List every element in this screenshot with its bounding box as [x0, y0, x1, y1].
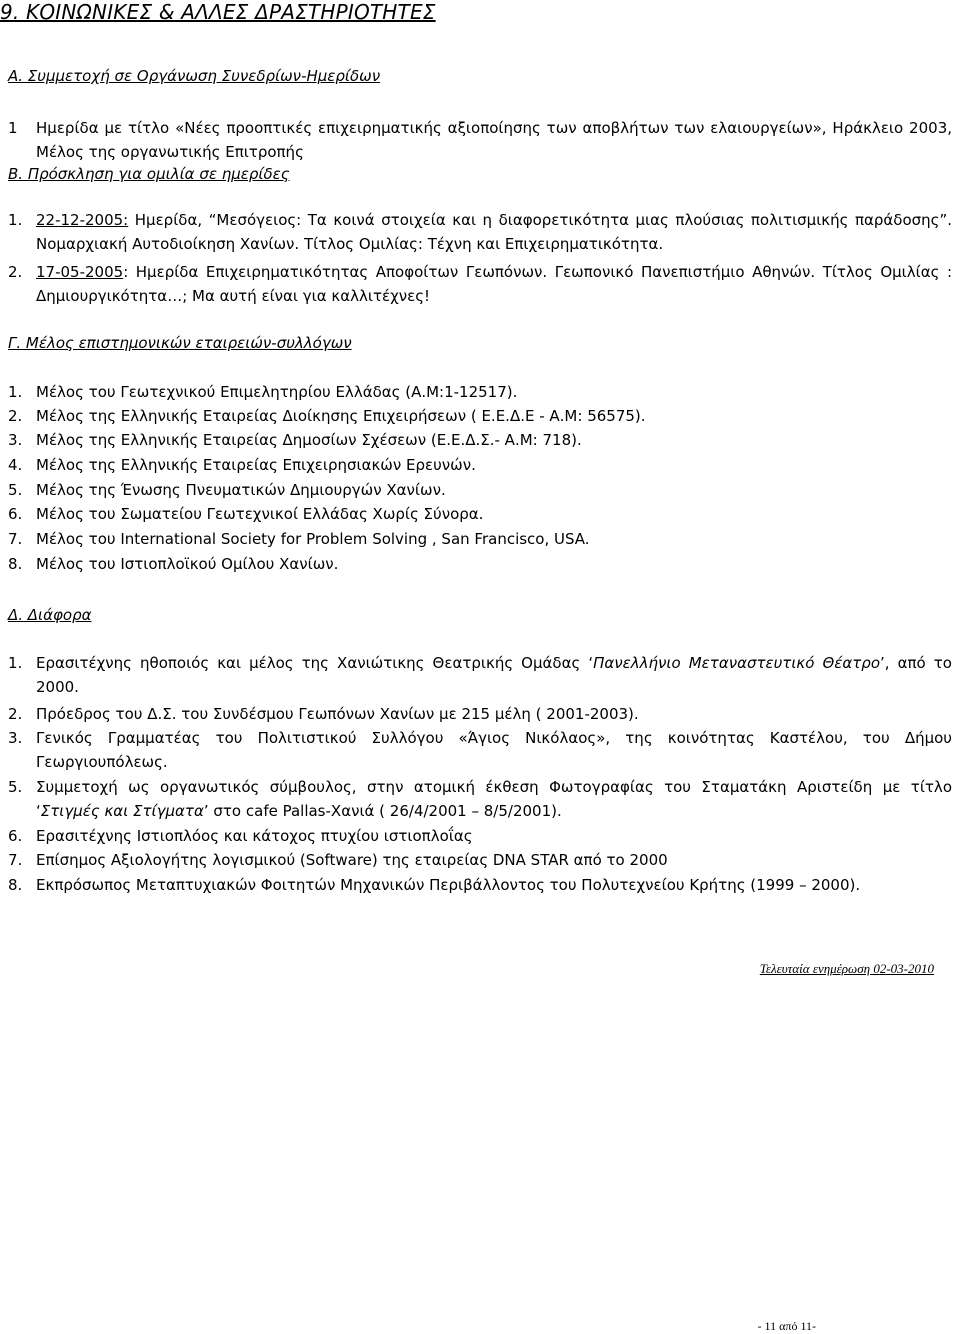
event-description: : Ημερίδα Επιχειρηματικότητας Αποφοίτων Γεωπόνων. Γεωπονικό Πανεπιστήμιο Αθηνών. Τίτλος Ομιλίας : Δημιουργικότητα…; Μα αυτή είναι για καλλιτέχνες! — [36, 263, 952, 305]
item-text — [36, 776, 952, 823]
item-number: 1. — [8, 383, 23, 401]
list-item — [8, 429, 952, 453]
list-item — [8, 528, 952, 552]
item-number: 6. — [8, 505, 23, 523]
item-text: Μέλος του Ιστιοπλοϊκού Ομίλου Χανίων. — [36, 555, 339, 573]
list-item — [8, 503, 952, 527]
list-item — [8, 825, 952, 849]
list-item — [8, 117, 952, 164]
list-item — [8, 652, 952, 699]
item-number: 7. — [8, 530, 23, 548]
item-number: 1. — [8, 211, 23, 229]
last-updated-note: Τελευταία ενημέρωση 02-03-2010 — [759, 961, 934, 976]
page-title: 9. ΚΟΙΝΩΝΙΚΕΣ & ΑΛΛΕΣ ΔΡΑΣΤΗΡΙΟΤΗΤΕΣ — [0, 0, 436, 24]
theatre-group-name: Πανελλήνιο Μεταναστευτικό Θέατρο — [593, 654, 881, 672]
item-text: Πρόεδρος του Δ.Σ. του Συνδέσμου Γεωπόνων Χανίων με 215 μέλη ( 2001-2003). — [36, 705, 639, 723]
section-d-heading: Δ. Διάφορα — [8, 606, 92, 624]
item-number: 1 — [8, 119, 18, 137]
list-item — [8, 209, 952, 256]
item-text — [36, 652, 952, 699]
item-text: Επίσημος Αξιολογήτης λογισμικού (Software) της εταιρείας DNA STAR από το 2000 — [36, 851, 668, 869]
item-number: 3. — [8, 431, 23, 449]
list-item — [8, 381, 952, 405]
exhibition-title: Στιγμές και Στίγματα — [40, 801, 204, 820]
section-c-heading: Γ. Μέλος επιστημονικών εταιρειών-συλλόγων — [8, 334, 352, 352]
event-date: 17-05-2005 — [36, 263, 124, 281]
item-text-part: Ερασιτέχνης ηθοποιός και μέλος της Χανιώτικης Θεατρικής Ομάδας ‘ — [36, 654, 594, 672]
item-text: Μέλος του Σωματείου Γεωτεχνικοί Ελλάδας Χωρίς Σύνορα. — [36, 505, 484, 523]
list-item — [8, 703, 952, 727]
item-text-part: Συμμετοχή ως οργανωτικός σύμβουλος, στην ατομική έκθεση Φωτογραφίας του Σταματάκη Αριστείδη με τίτλο ‘ — [36, 778, 952, 820]
event-date: 22-12-2005: — [36, 211, 129, 229]
list-item — [8, 405, 952, 429]
list-item — [8, 874, 952, 898]
section-a-heading: Α. Συμμετοχή σε Οργάνωση Συνεδρίων-Ημερίδων — [8, 67, 381, 85]
item-number: 5. — [8, 778, 23, 796]
item-number: 7. — [8, 851, 23, 869]
event-description: Ημερίδα, “Μεσόγειος: Τα κοινά στοιχεία και η διαφορετικότητα μιας πλούσιας πολιτισμικής παράδοσης”. Νομαρχιακή Αυτοδιοίκηση Χανίων. Τίτλος Ομιλίας: Τέχνη και Επιχειρηματικότητα. — [36, 211, 952, 253]
list-item — [8, 727, 952, 774]
item-number: 2. — [8, 407, 23, 425]
section-b-heading: Β. Πρόσκληση για ομιλία σε ημερίδες — [8, 165, 290, 183]
item-text — [36, 209, 952, 256]
item-text: Ερασιτέχνης Ιστιοπλόος και κάτοχος πτυχίου ιστιοπλοΐας — [36, 827, 473, 845]
list-item — [8, 849, 952, 873]
item-text: Μέλος της Ελληνικής Εταιρείας Διοίκησης Επιχειρήσεων ( Ε.Ε.Δ.Ε - Α.Μ: 56575). — [36, 407, 646, 425]
list-item — [8, 479, 952, 503]
item-number: 4. — [8, 456, 23, 474]
item-number: 5. — [8, 481, 23, 499]
item-text — [36, 261, 952, 308]
item-text-part: ’ στο cafe Pallas-Χανιά ( 26/4/2001 – 8/5/2001). — [203, 801, 562, 820]
item-text: Μέλος της Ελληνικής Εταιρείας Επιχειρησιακών Ερευνών. — [36, 456, 476, 474]
item-text: Εκπρόσωπος Μεταπτυχιακών Φοιτητών Μηχανικών Περιβάλλοντος του Πολυτεχνείου Κρήτης (1999 – 2000). — [36, 876, 861, 894]
item-text: Μέλος της Ελληνικής Εταιρείας Δημοσίων Σχέσεων (Ε.Ε.Δ.Σ.- Α.Μ: 718). — [36, 431, 582, 449]
item-text: Μέλος του International Society for Problem Solving , San Francisco, USA. — [36, 530, 590, 548]
item-text-part: ’, από το 2000. — [36, 654, 952, 696]
item-text: Μέλος της Ένωσης Πνευματικών Δημιουργών Χανίων. — [36, 481, 446, 499]
page-number: - 11 από 11- — [757, 1319, 816, 1333]
item-text: Ημερίδα με τίτλο «Νέες προοπτικές επιχειρηματικής αξιοποίησης των αποβλήτων των ελαιουργείων», Ηράκλειο 2003, Μέλος της οργανωτικής Επιτροπής — [36, 119, 952, 161]
item-text: Γενικός Γραμματέας του Πολιτιστικού Συλλόγου «Άγιος Νικόλαος», της κοινότητας Καστέλου, του Δήμου Γεωργιουπόλεως. — [36, 729, 952, 771]
item-text: Μέλος του Γεωτεχνικού Επιμελητηρίου Ελλάδας (Α.Μ:1-12517). — [36, 383, 518, 401]
item-number: 3. — [8, 729, 23, 747]
item-number: 2. — [8, 263, 23, 281]
list-item — [8, 454, 952, 478]
list-item — [8, 261, 952, 308]
list-item — [8, 553, 952, 577]
item-number: 1. — [8, 654, 23, 672]
item-number: 8. — [8, 876, 23, 894]
item-number: 2. — [8, 705, 23, 723]
item-number: 6. — [8, 827, 23, 845]
item-number: 8. — [8, 555, 23, 573]
list-item — [8, 776, 952, 823]
